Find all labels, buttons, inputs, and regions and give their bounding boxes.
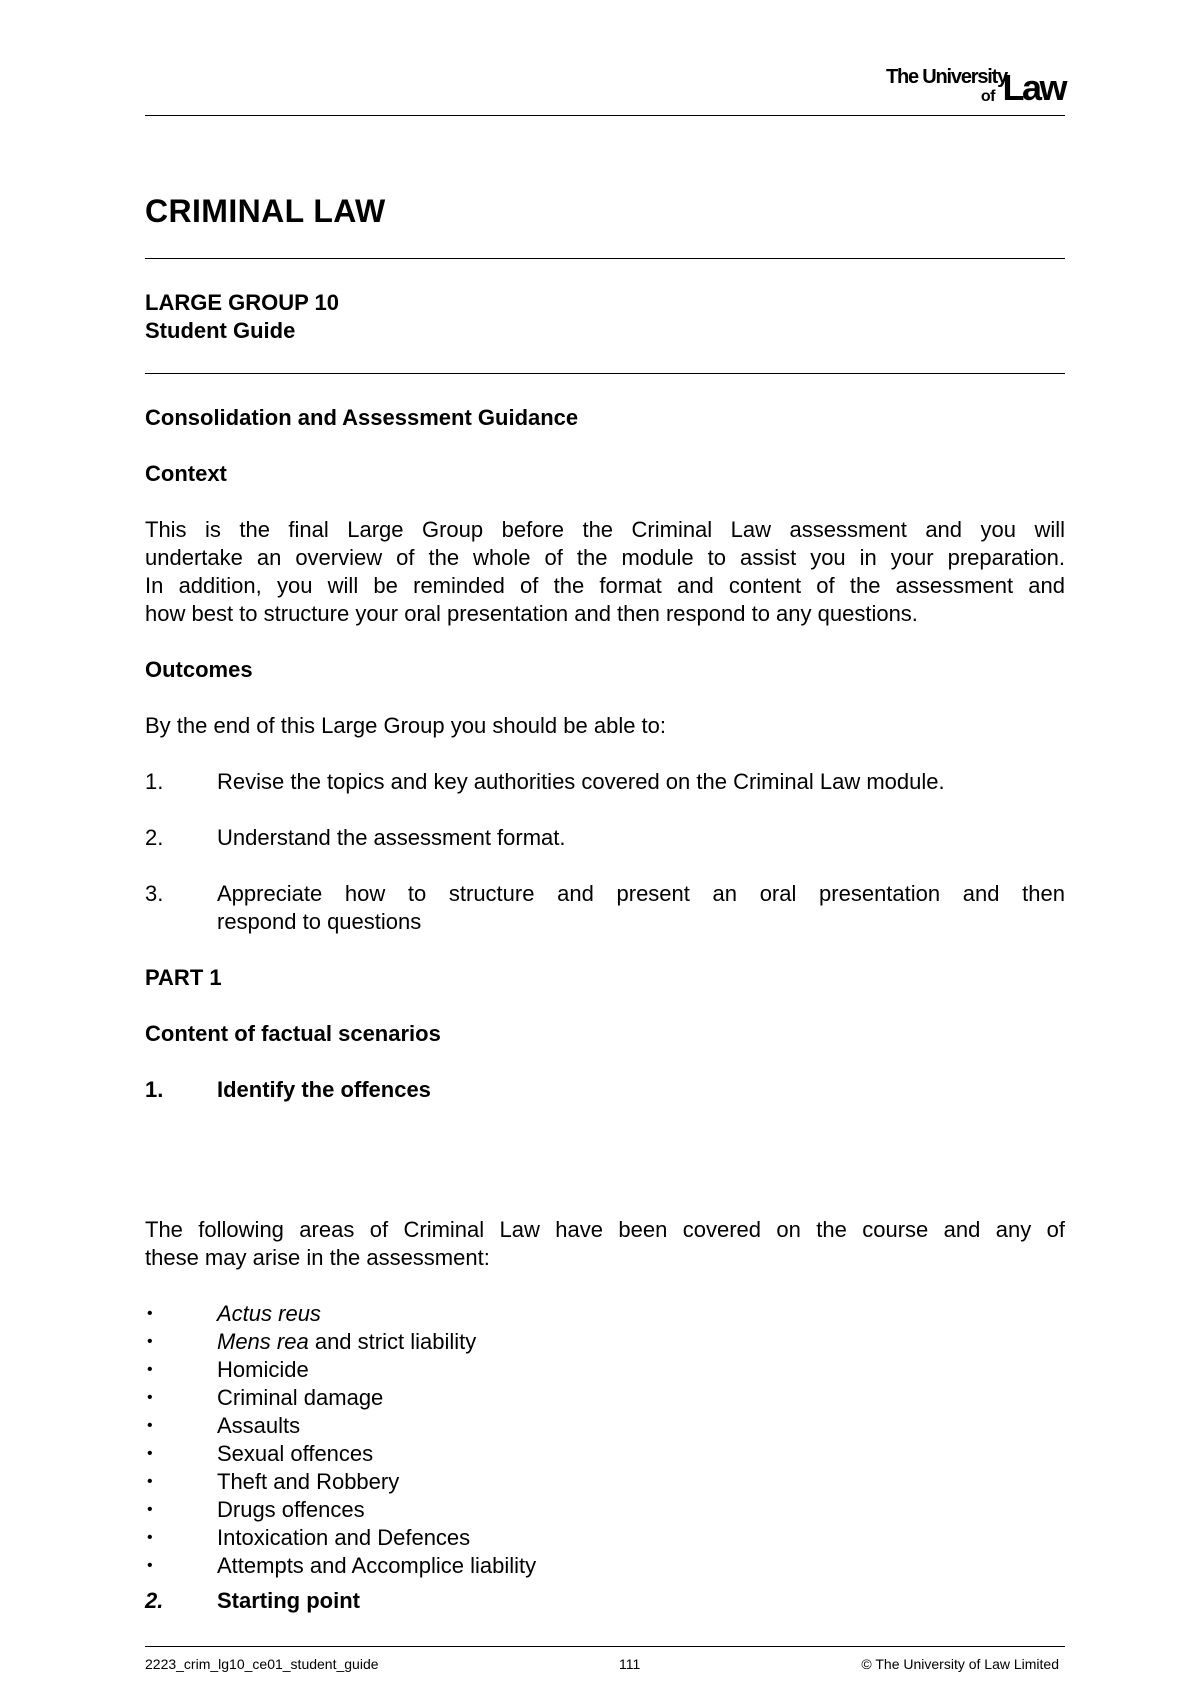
outcomes-heading: Outcomes (145, 657, 253, 682)
bullet-icon: • (147, 1529, 153, 1546)
subtitle-divider (145, 373, 1065, 374)
part1-item1-number: 1. (145, 1077, 164, 1102)
context-line-4: how best to structure your oral presentation and then respond to any questions. (145, 601, 918, 626)
section-heading: Consolidation and Assessment Guidance (145, 405, 579, 430)
area-item (217, 1328, 476, 1356)
outcome-item-3-line-2: respond to questions (217, 909, 422, 934)
context-line-2: undertake an overview of the whole of the module to assist you in your preparation. (145, 545, 1065, 570)
title-divider (145, 258, 1065, 259)
footer-divider (145, 1646, 1065, 1647)
area-item (217, 1524, 470, 1552)
context-paragraph (145, 516, 1065, 628)
area-item-text: Homicide (217, 1357, 309, 1382)
bullet-icon: • (147, 1389, 153, 1406)
area-item (217, 1384, 383, 1412)
area-item (217, 1356, 309, 1384)
area-item-text: Intoxication and Defences (217, 1525, 471, 1550)
university-logo (845, 66, 1065, 106)
area-item (217, 1468, 399, 1496)
outcome-number-3: 3. (145, 881, 164, 906)
bullet-icon: • (147, 1473, 153, 1490)
context-heading: Context (145, 461, 227, 486)
part1-item2-label: Starting point (217, 1588, 360, 1613)
area-item-italic: Actus reus (217, 1301, 321, 1326)
footer-doc-id: 2223_crim_lg10_ce01_student_guide (145, 1656, 379, 1672)
areas-line-2: these may arise in the assessment: (145, 1245, 490, 1270)
outcome-item-1: Revise the topics and key authorities covered on the Criminal Law module. (217, 769, 945, 794)
area-item (217, 1552, 536, 1580)
subtitle-line2: Student Guide (145, 318, 296, 343)
area-item-text: Criminal damage (217, 1385, 384, 1410)
bullet-icon: • (147, 1361, 153, 1378)
outcomes-intro: By the end of this Large Group you should be able to: (145, 713, 667, 738)
outcome-number-2: 2. (145, 825, 164, 850)
area-item-text: Sexual offences (217, 1441, 374, 1466)
area-item-text: Drugs offences (217, 1497, 365, 1522)
area-item-text: and strict liability (308, 1329, 477, 1354)
area-item (217, 1440, 373, 1468)
area-item-text: Theft and Robbery (217, 1469, 400, 1494)
area-item (217, 1496, 365, 1524)
area-item-italic: Mens rea (217, 1329, 309, 1354)
areas-paragraph (145, 1216, 1065, 1272)
bullet-icon: • (147, 1333, 153, 1350)
areas-line-1: The following areas of Criminal Law have been covered on the course and any of (145, 1217, 1065, 1242)
logo-text-university: The University (885, 66, 1007, 88)
page-title: CRIMINAL LAW (145, 193, 386, 229)
bullet-icon: • (147, 1445, 153, 1462)
outcome-item-3 (217, 880, 1065, 936)
logo-text-of: of (980, 88, 995, 105)
footer-copyright: © The University of Law Limited (861, 1656, 1059, 1672)
outcome-item-3-line-1: Appreciate how to structure and present an oral presentation and then (217, 881, 1065, 906)
part1-item2-number: 2. (145, 1588, 164, 1613)
bullet-icon: • (147, 1557, 153, 1574)
bullet-icon: • (147, 1417, 153, 1434)
subtitle-line1: LARGE GROUP 10 (145, 290, 339, 315)
logo-text-law: Law (1002, 67, 1065, 108)
outcome-number-1: 1. (145, 769, 164, 794)
part1-heading: PART 1 (145, 965, 222, 990)
part1-subheading: Content of factual scenarios (145, 1021, 441, 1046)
bullet-icon: • (147, 1501, 153, 1518)
area-item (217, 1412, 300, 1440)
bullet-icon: • (147, 1305, 153, 1322)
context-line-3: In addition, you will be reminded of the format and content of the assessment and (145, 573, 1065, 598)
context-line-1: This is the final Large Group before the Criminal Law assessment and you will (145, 517, 1065, 542)
area-item (217, 1300, 321, 1328)
outcome-item-2: Understand the assessment format. (217, 825, 566, 850)
area-item-text: Assaults (217, 1413, 301, 1438)
document-page (145, 0, 1065, 1696)
part1-item1-label: Identify the offences (217, 1077, 431, 1102)
header-divider (145, 115, 1065, 116)
area-item-text: Attempts and Accomplice liability (217, 1553, 537, 1578)
footer-page-number: 111 (619, 1656, 641, 1672)
